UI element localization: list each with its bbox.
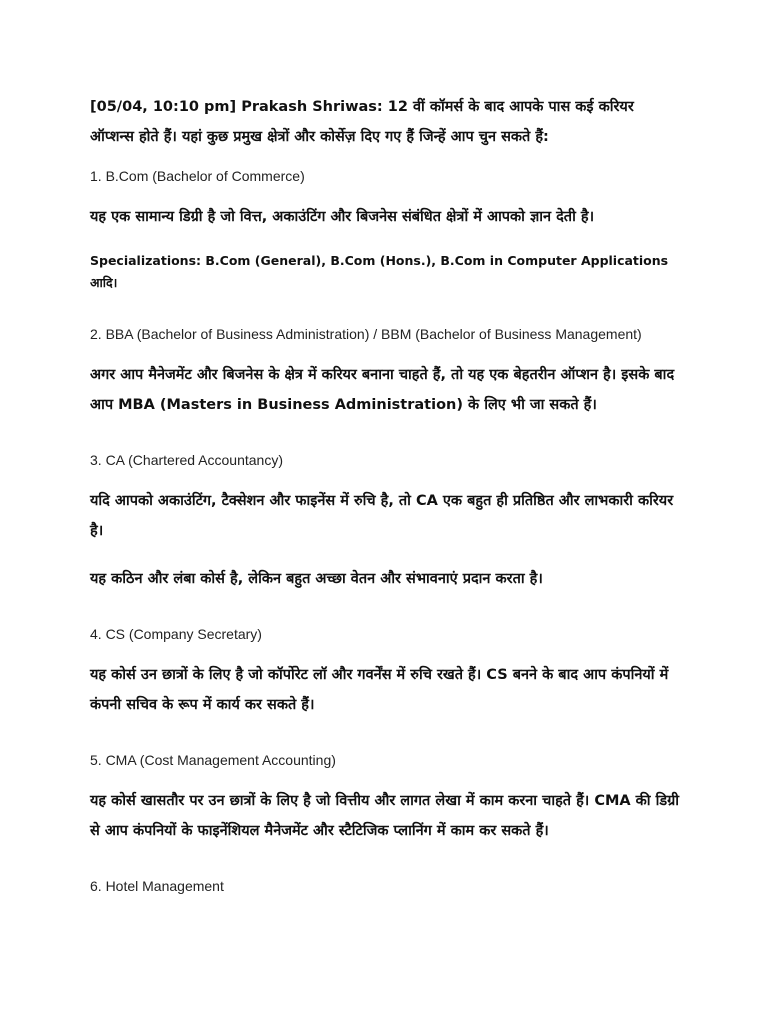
section-paragraph-bcom: यह एक सामान्य डिग्री है जो वित्त, अकाउंटिंग और बिजनेस संबंधित क्षेत्रों में आपको ज्ञान देती है। [90,209,595,225]
section-paragraph-cma: यह कोर्स खासतौर पर उन छात्रों के लिए है जो वित्तीय और लागत लेखा में काम करना चाहते हैं। CMA की डिग्री से आप कंपनियों के फाइनेंशियल मैनेजमेंट और स्टैटिजिक प्लानिंग में काम कर सकते हैं। [90,793,680,839]
section-heading-bcom: 1. B.Com (Bachelor of Commerce) [90,168,305,184]
section-paragraph-ca-2: यह कठिन और लंबा कोर्स है, लेकिन बहुत अच्छा वेतन और संभावनाएं प्रदान करता है। [90,571,543,587]
section-specializations-bcom: Specializations: B.Com (General), B.Com (Hons.), B.Com in Computer Applications आदि। [90,253,669,290]
section-heading-hotel: 6. Hotel Management [90,878,224,894]
intro-paragraph: [05/04, 10:10 pm] Prakash Shriwas: 12 वीं कॉमर्स के बाद आपके पास कई करियर ऑप्शन्स होते हैं। यहां कुछ प्रमुख क्षेत्रों और कोर्सेज़ दिए गए हैं जिन्हें आप चुन सकते हैं: [90,99,634,145]
section-paragraph-ca: यदि आपको अकाउंटिंग, टैक्सेशन और फाइनेंस में रुचि है, तो CA एक बहुत ही प्रतिष्ठित और लाभकारी करियर है। [90,493,674,539]
section-paragraph-cs: यह कोर्स उन छात्रों के लिए है जो कॉर्पोरेट लॉ और गवर्नेंस में रुचि रखते हैं। CS बनने के बाद आप कंपनियों में कंपनी सचिव के रूप में कार्य कर सकते हैं। [90,667,669,713]
section-heading-cs: 4. CS (Company Secretary) [90,626,262,642]
section-heading-bba: 2. BBA (Bachelor of Business Administration) / BBM (Bachelor of Business Management) [90,326,642,342]
section-heading-cma: 5. CMA (Cost Management Accounting) [90,752,336,768]
section-heading-ca: 3. CA (Chartered Accountancy) [90,452,283,468]
document-body [90,92,680,912]
section-paragraph-bba: अगर आप मैनेजमेंट और बिजनेस के क्षेत्र में करियर बनाना चाहते हैं, तो यह एक बेहतरीन ऑप्शन है। इसके बाद आप MBA (Masters in Business Administration) के लिए भी जा सकते हैं। [90,367,675,413]
